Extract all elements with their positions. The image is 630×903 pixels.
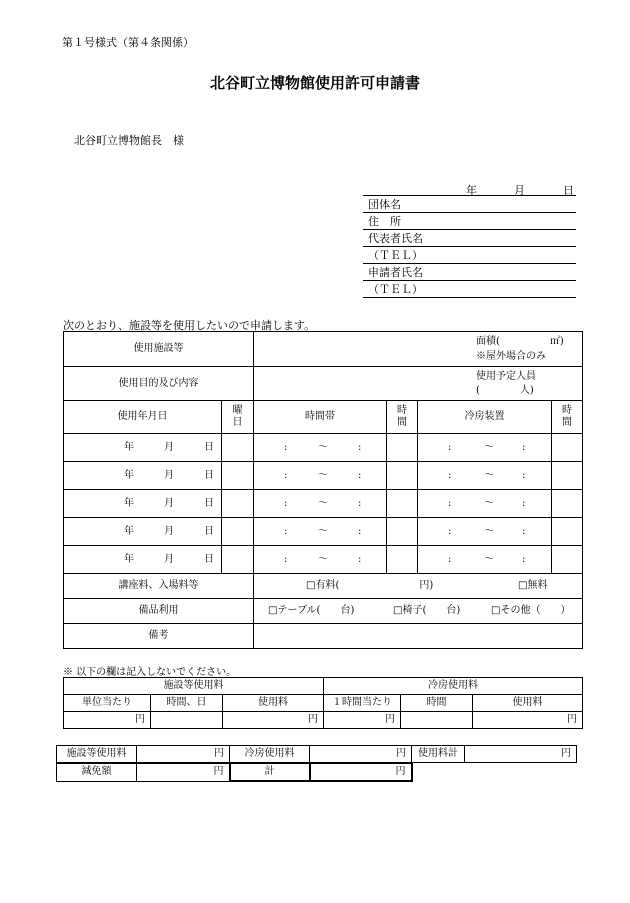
equipment-field: [254, 599, 583, 624]
form-number: 第１号様式（第４条関係）: [62, 36, 194, 49]
total-label: 計: [230, 763, 310, 781]
tel1-line[interactable]: [363, 263, 576, 264]
fee-free-checkbox[interactable]: □無料: [518, 580, 548, 591]
aircon-hours-cell[interactable]: [552, 434, 583, 462]
tel2-label: （ＴＥＬ）: [368, 283, 423, 296]
aircon-hours-cell[interactable]: [552, 462, 583, 490]
per-hour-yen[interactable]: 円: [324, 712, 401, 729]
date-cell[interactable]: 年 月 日: [64, 546, 222, 574]
timeslot-cell[interactable]: : 〜 :: [254, 490, 387, 518]
hours-cell[interactable]: [387, 546, 418, 574]
aircon-cell[interactable]: : 〜 :: [418, 490, 552, 518]
aircon-cell[interactable]: : 〜 :: [418, 518, 552, 546]
summary-total-fee-label: 使用料計: [412, 746, 465, 763]
hours-cell[interactable]: [387, 434, 418, 462]
date-cell[interactable]: 年 月 日: [64, 490, 222, 518]
aircon-fee-header: 冷房使用料: [324, 678, 583, 695]
aircon-cell[interactable]: : 〜 :: [418, 434, 552, 462]
representative-line[interactable]: [363, 246, 576, 247]
table-row: [64, 518, 583, 546]
org-name-label: 団体名: [368, 198, 401, 211]
equip-other-checkbox[interactable]: □その他（ ）: [491, 605, 571, 616]
time-day-header: 時間、日: [151, 695, 223, 712]
table-row: [64, 462, 583, 490]
org-name-line[interactable]: [363, 212, 576, 213]
summary-total-fee-yen[interactable]: 円: [465, 746, 577, 763]
usage-fee2-header: 使用料: [473, 695, 583, 712]
date-cell[interactable]: 年 月 日: [64, 434, 222, 462]
applicant-name-label: 申請者氏名: [368, 266, 423, 279]
fee-field: [254, 574, 583, 599]
equip-table-checkbox[interactable]: □テーブル( 台): [268, 605, 355, 616]
purpose-label: 使用目的及び内容: [64, 367, 254, 401]
table-row: [64, 546, 583, 574]
summary-aircon-label: 冷房使用料: [230, 746, 310, 763]
table-row: [64, 490, 583, 518]
addressee: 北谷町立博物館長 様: [74, 134, 184, 147]
expected-users-label: 使用予定人員: [476, 371, 536, 382]
outdoor-note: ※屋外場合のみ: [476, 351, 546, 362]
hours-header: 時 間: [387, 401, 418, 434]
hours-cell[interactable]: [387, 462, 418, 490]
per-unit-header: 単位当たり: [64, 695, 151, 712]
usage-fee-header: 使用料: [223, 695, 324, 712]
remarks-label: 備考: [64, 624, 254, 649]
equipment-label: 備品利用: [64, 599, 254, 624]
timeslot-cell[interactable]: : 〜 :: [254, 434, 387, 462]
weekday-cell[interactable]: [222, 518, 254, 546]
fee-paid-checkbox[interactable]: □有料( 円): [306, 580, 434, 591]
aircon-cell[interactable]: : 〜 :: [418, 546, 552, 574]
aircon-cell[interactable]: : 〜 :: [418, 462, 552, 490]
weekday-header: 曜 日: [222, 401, 254, 434]
area-label: 面積( ㎡): [476, 336, 564, 347]
hours-cell[interactable]: [387, 490, 418, 518]
weekday-cell[interactable]: [222, 434, 254, 462]
aircon-hours-cell[interactable]: [552, 546, 583, 574]
summary-facility-label: 施設等使用料: [57, 746, 137, 763]
date-line: [363, 195, 576, 196]
date-cell[interactable]: 年 月 日: [64, 462, 222, 490]
facility-label: 使用施設等: [64, 332, 254, 367]
facility-fee-header: 施設等使用料: [64, 678, 324, 695]
summary-facility-yen[interactable]: 円: [137, 746, 230, 763]
aircon-hours-header: 時 間: [552, 401, 583, 434]
hours-cell[interactable]: [387, 518, 418, 546]
representative-label: 代表者氏名: [368, 232, 423, 245]
per-unit-yen[interactable]: 円: [64, 712, 151, 729]
tel2-line[interactable]: [363, 297, 576, 298]
remarks-field[interactable]: [254, 624, 583, 649]
office-note: ※ 以下の欄は記入しないでください。: [63, 667, 237, 678]
reduction-label: 減免額: [57, 763, 137, 781]
date-year: 年: [466, 184, 477, 197]
date-month: 月: [514, 184, 525, 197]
facility-field[interactable]: [254, 332, 583, 367]
address-label: 住 所: [368, 215, 401, 228]
purpose-field[interactable]: [254, 367, 583, 401]
summary-aircon-yen[interactable]: 円: [310, 746, 412, 763]
summary-table-2: [56, 762, 413, 782]
address-line[interactable]: [363, 229, 576, 230]
time-header: 時間: [401, 695, 473, 712]
timeslot-header: 時間帯: [254, 401, 387, 434]
application-table: [63, 331, 583, 649]
reduction-yen[interactable]: 円: [137, 763, 230, 781]
weekday-cell[interactable]: [222, 462, 254, 490]
usage-fee-yen[interactable]: 円: [223, 712, 324, 729]
aircon-hours-cell[interactable]: [552, 518, 583, 546]
expected-users-unit: ( 人): [476, 385, 534, 396]
applicant-name-line[interactable]: [363, 280, 576, 281]
page-title: 北谷町立博物館使用許可申請書: [209, 74, 420, 92]
usage-fee2-yen[interactable]: 円: [473, 712, 583, 729]
aircon-header: 冷房装置: [418, 401, 552, 434]
time-value[interactable]: [401, 712, 473, 729]
fee-label: 講座料、入場料等: [64, 574, 254, 599]
weekday-cell[interactable]: [222, 546, 254, 574]
intro-text: 次のとおり、施設等を使用したいので申請します。: [63, 319, 316, 332]
table-row: [64, 434, 583, 462]
per-hour-header: １時間当たり: [324, 695, 401, 712]
equip-chair-checkbox[interactable]: □椅子( 台): [393, 605, 461, 616]
total-yen[interactable]: 円: [310, 763, 412, 781]
date-cell[interactable]: 年 月 日: [64, 518, 222, 546]
aircon-hours-cell[interactable]: [552, 490, 583, 518]
time-day-value[interactable]: [151, 712, 223, 729]
date-header: 使用年月日: [64, 401, 222, 434]
weekday-cell[interactable]: [222, 490, 254, 518]
timeslot-cell[interactable]: : 〜 :: [254, 546, 387, 574]
fee-table: [63, 677, 583, 729]
tel1-label: （ＴＥＬ）: [368, 249, 423, 262]
date-day: 日: [563, 184, 574, 197]
summary-table: [56, 745, 577, 763]
timeslot-cell[interactable]: : 〜 :: [254, 518, 387, 546]
timeslot-cell[interactable]: : 〜 :: [254, 462, 387, 490]
